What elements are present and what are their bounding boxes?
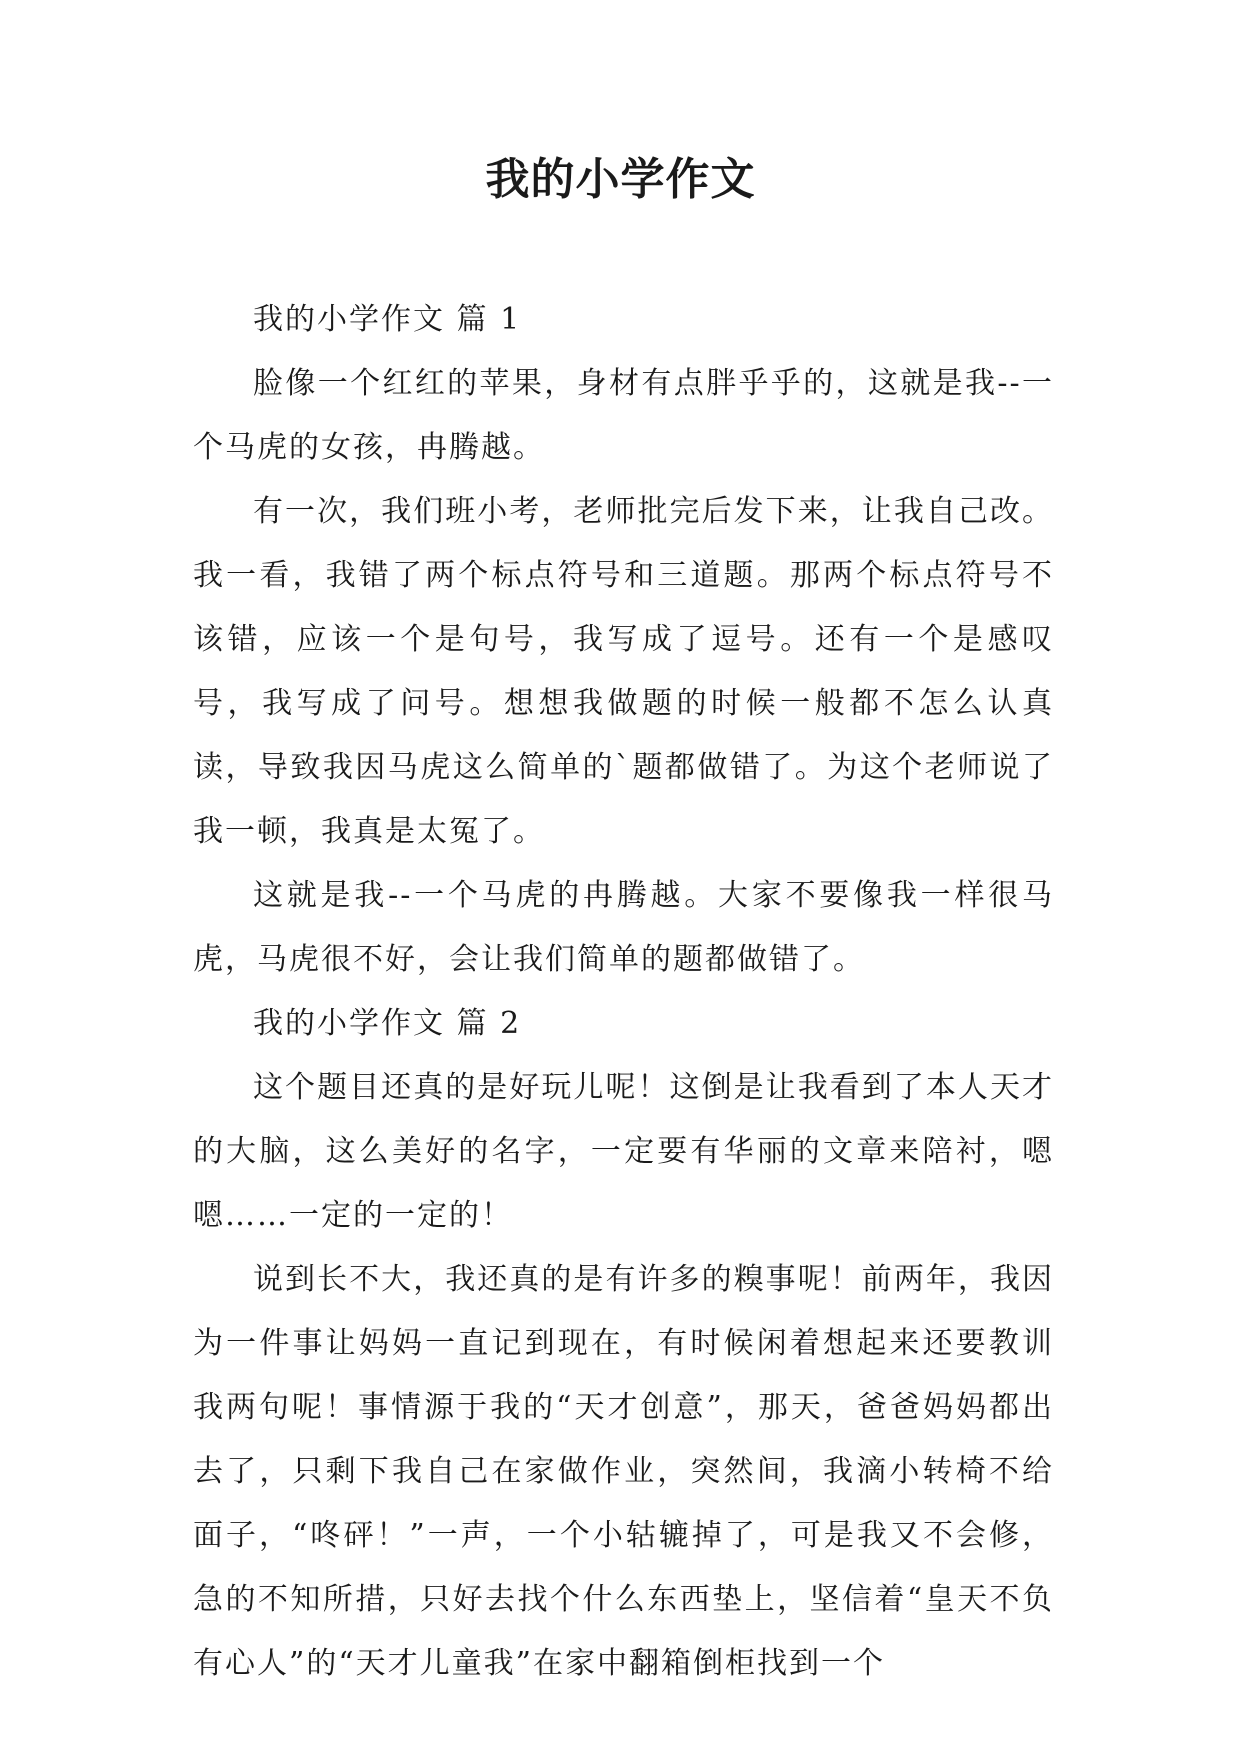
paragraph: 这就是我--一个马虎的冉腾越。大家不要像我一样很马虎，马虎很不好，会让我们简单的题都做错了。 [193,878,1054,977]
section-heading-1: 我的小学作文 篇 1 [253,302,522,337]
paragraph: 说到长不大，我还真的是有许多的糗事呢！前两年，我因为一件事让妈妈一直记到现在，有时候闲着想起来还要教训我两句呢！事情源于我的“天才创意”，那天，爸爸妈妈都出去了，只剩下我自己在家做作业，突然间，我滴小转椅不给面子，“咚砰！”一声，一个小轱辘掉了，可是我又不会修，急的不知所措，只好去找个什么东西垫上，坚信着“皇天不负有心人”的“天才儿童我”在家中翻箱倒柜找到一个 [193,1262,1054,1681]
paragraph: 脸像一个红红的苹果，身材有点胖乎乎的，这就是我--一个马虎的女孩，冉腾越。 [193,366,1054,465]
document-body [193,288,1054,1696]
document-title: 我的小学作文 [485,154,756,205]
paragraph: 这个题目还真的是好玩儿呢！这倒是让我看到了本人天才的大脑，这么美好的名字，一定要有华丽的文章来陪衬，嗯嗯……一定的一定的！ [193,1070,1054,1233]
section-heading-2: 我的小学作文 篇 2 [253,1006,522,1041]
paragraph: 有一次，我们班小考，老师批完后发下来，让我自己改。我一看，我错了两个标点符号和三道题。那两个标点符号不该错，应该一个是句号，我写成了逗号。还有一个是感叹号，我写成了问号。想想我做题的时候一般都不怎么认真读，导致我因马虎这么简单的`题都做错了。为这个老师说了我一顿，我真是太冤了。 [193,494,1054,849]
